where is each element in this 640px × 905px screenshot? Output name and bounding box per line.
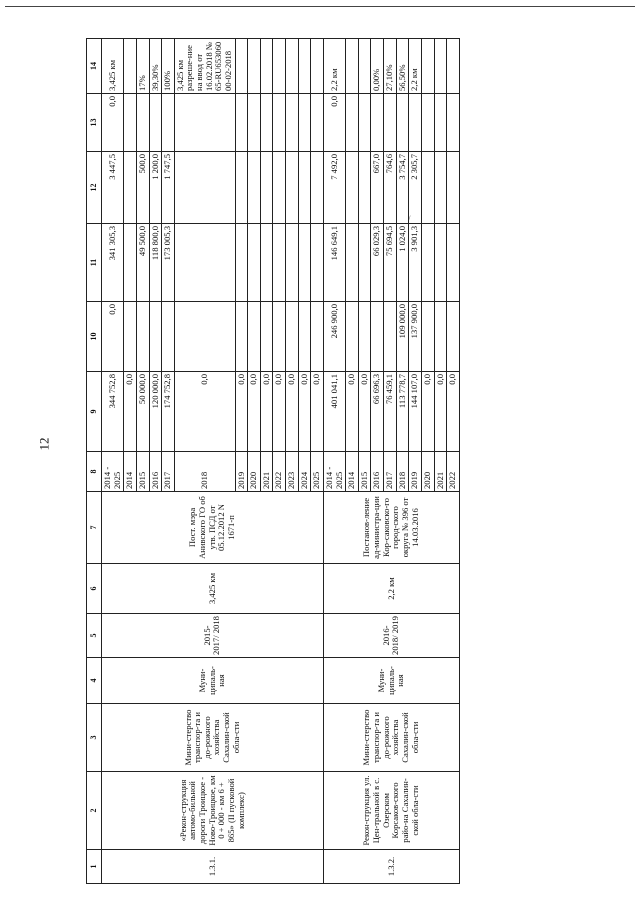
other-cell <box>396 94 409 152</box>
col-num-3: 3 <box>87 704 102 772</box>
regional-cell: 173 005,3 <box>162 224 175 302</box>
total-cell: 66 696,3 <box>371 372 384 452</box>
period: 2015-2017/ 2018 <box>102 614 324 658</box>
year-cell: 2017 <box>384 452 397 492</box>
year-cell: 2020 <box>421 452 434 492</box>
federal-cell <box>235 302 248 372</box>
other-cell <box>149 94 162 152</box>
federal-cell <box>447 302 460 372</box>
federal-cell <box>260 302 273 372</box>
year-cell: 2019 <box>235 452 248 492</box>
year-cell: 2020 <box>248 452 261 492</box>
regional-cell: 146 649,1 <box>323 224 345 302</box>
other-cell <box>447 94 460 152</box>
result-cell <box>124 39 137 94</box>
total-cell: 401 041,1 <box>323 372 345 452</box>
federal-cell: 0,0 <box>102 302 124 372</box>
period: 2016-2018/ 2019 <box>323 614 459 658</box>
regional-cell: 1 024,0 <box>396 224 409 302</box>
total-cell: 174 752,8 <box>162 372 175 452</box>
col-num-2: 2 <box>87 772 102 850</box>
result-cell: 17% <box>136 39 149 94</box>
col-num-13: 13 <box>87 94 102 152</box>
total-cell: 0,0 <box>286 372 299 452</box>
other-cell <box>421 94 434 152</box>
total-cell: 0,0 <box>346 372 359 452</box>
col-num-7: 7 <box>87 492 102 564</box>
result-cell <box>260 39 273 94</box>
other-cell <box>371 94 384 152</box>
total-cell: 0,0 <box>273 372 286 452</box>
col-num-1: 1 <box>87 850 102 884</box>
col-num-12: 12 <box>87 152 102 224</box>
object-name: Рекон-струкция ул. Цен-тральной в с. Озерском Корсаков-ского райо-на Сахалин-ской обла-сти <box>323 772 459 850</box>
col-num-5: 5 <box>87 614 102 658</box>
top-rule <box>5 6 635 7</box>
federal-cell: 246 900,0 <box>323 302 345 372</box>
stray-mark: / <box>408 214 411 224</box>
total-cell: 0,0 <box>298 372 311 452</box>
regional-cell <box>286 224 299 302</box>
federal-cell <box>162 302 175 372</box>
total-cell: 0,0 <box>260 372 273 452</box>
result-cell: 39,30% <box>149 39 162 94</box>
other-cell <box>434 94 447 152</box>
local-cell: 2 305,7 <box>409 152 422 224</box>
result-cell: 0,00% <box>371 39 384 94</box>
local-cell: 3 754,7 <box>396 152 409 224</box>
result-cell <box>447 39 460 94</box>
regional-cell: 341 305,3 <box>102 224 124 302</box>
year-cell: 2016 <box>371 452 384 492</box>
year-cell: 2022 <box>447 452 460 492</box>
regional-cell <box>421 224 434 302</box>
other-cell <box>273 94 286 152</box>
year-cell: 2023 <box>286 452 299 492</box>
year-cell: 2018 <box>174 452 235 492</box>
year-cell: 2016 <box>149 452 162 492</box>
local-cell <box>298 152 311 224</box>
investment-table <box>86 38 460 884</box>
other-cell <box>346 94 359 152</box>
other-cell <box>136 94 149 152</box>
total-cell: 0,0 <box>421 372 434 452</box>
regional-cell <box>434 224 447 302</box>
other-cell <box>286 94 299 152</box>
result-cell <box>286 39 299 94</box>
regional-cell <box>235 224 248 302</box>
local-cell: 3 447,5 <box>102 152 124 224</box>
total-cell: 0,0 <box>311 372 324 452</box>
total-cell: 113 778,7 <box>396 372 409 452</box>
year-cell: 2015 <box>358 452 371 492</box>
other-cell <box>384 94 397 152</box>
federal-cell <box>358 302 371 372</box>
regional-cell <box>124 224 137 302</box>
year-cell: 2022 <box>273 452 286 492</box>
local-cell: 667,0 <box>371 152 384 224</box>
local-cell <box>235 152 248 224</box>
col-num-8: 8 <box>87 452 102 492</box>
federal-cell <box>248 302 261 372</box>
col-num-14: 14 <box>87 39 102 94</box>
total-cell: 0,0 <box>248 372 261 452</box>
regional-cell <box>248 224 261 302</box>
year-cell: 2017 <box>162 452 175 492</box>
federal-cell: 109 000,0 <box>396 302 409 372</box>
result-cell: 3,425 км <box>102 39 124 94</box>
total-cell: 0,0 <box>124 372 137 452</box>
other-cell <box>124 94 137 152</box>
regional-cell <box>346 224 359 302</box>
other-cell <box>162 94 175 152</box>
customer: Мини-стерство транспор-та и до-рожного хозяйства Сахалин-ской обла-сти <box>102 704 324 772</box>
federal-cell <box>273 302 286 372</box>
year-cell: 2019 <box>409 452 422 492</box>
federal-cell <box>174 302 235 372</box>
capacity: 3,425 км <box>102 564 324 614</box>
local-cell <box>273 152 286 224</box>
total-cell: 50 000,0 <box>136 372 149 452</box>
regional-cell <box>311 224 324 302</box>
customer: Мини-стерство транспор-та и до-рожного хозяйства Сахалин-ской обла-сти <box>323 704 459 772</box>
year-cell: 2021 <box>434 452 447 492</box>
total-cell: 0,0 <box>434 372 447 452</box>
document: Пост. мэра Анивского ГО об утв. ПСД от 05.12.2012 N 1671-п <box>102 492 324 564</box>
result-cell <box>311 39 324 94</box>
local-cell <box>260 152 273 224</box>
total-cell: 144 107,0 <box>409 372 422 452</box>
local-cell <box>174 152 235 224</box>
col-num-4: 4 <box>87 658 102 704</box>
result-cell <box>235 39 248 94</box>
other-cell <box>358 94 371 152</box>
federal-cell <box>286 302 299 372</box>
year-cell: 2014 - 2025 <box>102 452 124 492</box>
federal-cell <box>124 302 137 372</box>
object-name: «Рекон-струкция автомо-бильной дороги Троицкое - Ново-Троицкое, км 0 + 000 - км 6 + 865» (II пусковой комплекс) <box>102 772 324 850</box>
year-cell: 2014 - 2025 <box>323 452 345 492</box>
local-cell: 1 747,5 <box>162 152 175 224</box>
year-cell: 2014 <box>124 452 137 492</box>
total-cell: 0,0 <box>447 372 460 452</box>
other-cell <box>298 94 311 152</box>
result-cell: 3,425 км разреше-ние на ввод от 16.02.2018 № 65-RU653060 00-02-2018 <box>174 39 235 94</box>
result-cell <box>434 39 447 94</box>
other-cell <box>174 94 235 152</box>
total-cell: 0,0 <box>358 372 371 452</box>
table-body <box>102 39 460 884</box>
federal-cell: 137 900,0 <box>409 302 422 372</box>
result-cell: 27,10% <box>384 39 397 94</box>
result-cell: 2,2 км <box>409 39 422 94</box>
local-cell: 7 492,0 <box>323 152 345 224</box>
total-cell: 0,0 <box>174 372 235 452</box>
year-cell: 2021 <box>260 452 273 492</box>
table-row <box>323 39 345 884</box>
capacity: 2,2 км <box>323 564 459 614</box>
other-cell <box>311 94 324 152</box>
result-cell <box>358 39 371 94</box>
federal-cell <box>149 302 162 372</box>
col-num-10: 10 <box>87 302 102 372</box>
regional-cell <box>447 224 460 302</box>
column-number-row <box>87 39 102 884</box>
regional-cell <box>358 224 371 302</box>
other-cell <box>260 94 273 152</box>
regional-cell <box>260 224 273 302</box>
col-num-11: 11 <box>87 224 102 302</box>
year-cell: 2024 <box>298 452 311 492</box>
total-cell: 0,0 <box>235 372 248 452</box>
result-cell <box>421 39 434 94</box>
regional-cell: 3 901,3 <box>409 224 422 302</box>
federal-cell <box>346 302 359 372</box>
local-cell: 500,0 <box>136 152 149 224</box>
other-cell <box>248 94 261 152</box>
local-cell <box>421 152 434 224</box>
local-cell <box>311 152 324 224</box>
year-cell: 2018 <box>396 452 409 492</box>
regional-cell: 118 800,0 <box>149 224 162 302</box>
federal-cell <box>136 302 149 372</box>
regional-cell: 66 029,3 <box>371 224 384 302</box>
local-cell: 1 200,0 <box>149 152 162 224</box>
regional-cell: 49 500,0 <box>136 224 149 302</box>
year-cell: 2015 <box>136 452 149 492</box>
table-row <box>102 39 124 884</box>
ownership: Муни-ципаль-ная <box>102 658 324 704</box>
row-number: 1.3.1. <box>102 850 324 884</box>
local-cell: 764,6 <box>384 152 397 224</box>
total-cell: 120 000,0 <box>149 372 162 452</box>
col-num-9: 9 <box>87 372 102 452</box>
total-cell: 344 752,8 <box>102 372 124 452</box>
result-cell: 100% <box>162 39 175 94</box>
local-cell <box>346 152 359 224</box>
regional-cell: 75 694,5 <box>384 224 397 302</box>
total-cell: 76 459,1 <box>384 372 397 452</box>
result-cell <box>346 39 359 94</box>
row-number: 1.3.2. <box>323 850 459 884</box>
regional-cell <box>273 224 286 302</box>
local-cell <box>124 152 137 224</box>
regional-cell <box>298 224 311 302</box>
ownership: Муни-ципаль-ная <box>323 658 459 704</box>
federal-cell <box>371 302 384 372</box>
other-cell <box>235 94 248 152</box>
federal-cell <box>384 302 397 372</box>
year-cell: 2025 <box>311 452 324 492</box>
result-cell <box>273 39 286 94</box>
result-cell <box>248 39 261 94</box>
col-num-6: 6 <box>87 564 102 614</box>
local-cell <box>248 152 261 224</box>
local-cell <box>358 152 371 224</box>
page-number: 12 <box>36 437 52 451</box>
local-cell <box>447 152 460 224</box>
regional-cell <box>174 224 235 302</box>
other-cell <box>409 94 422 152</box>
local-cell <box>434 152 447 224</box>
rotated-table-wrapper <box>86 39 460 884</box>
federal-cell <box>298 302 311 372</box>
result-cell: 2,2 км <box>323 39 345 94</box>
year-cell: 2014 <box>346 452 359 492</box>
result-cell: 56,50% <box>396 39 409 94</box>
other-cell: 0,0 <box>102 94 124 152</box>
federal-cell <box>421 302 434 372</box>
other-cell: 0,0 <box>323 94 345 152</box>
local-cell <box>286 152 299 224</box>
result-cell <box>298 39 311 94</box>
document: Постанов-ление ад-министра-ции Кор-саковско-го город-ского округа № 396 от 14.03.2016 <box>323 492 459 564</box>
federal-cell <box>434 302 447 372</box>
federal-cell <box>311 302 324 372</box>
